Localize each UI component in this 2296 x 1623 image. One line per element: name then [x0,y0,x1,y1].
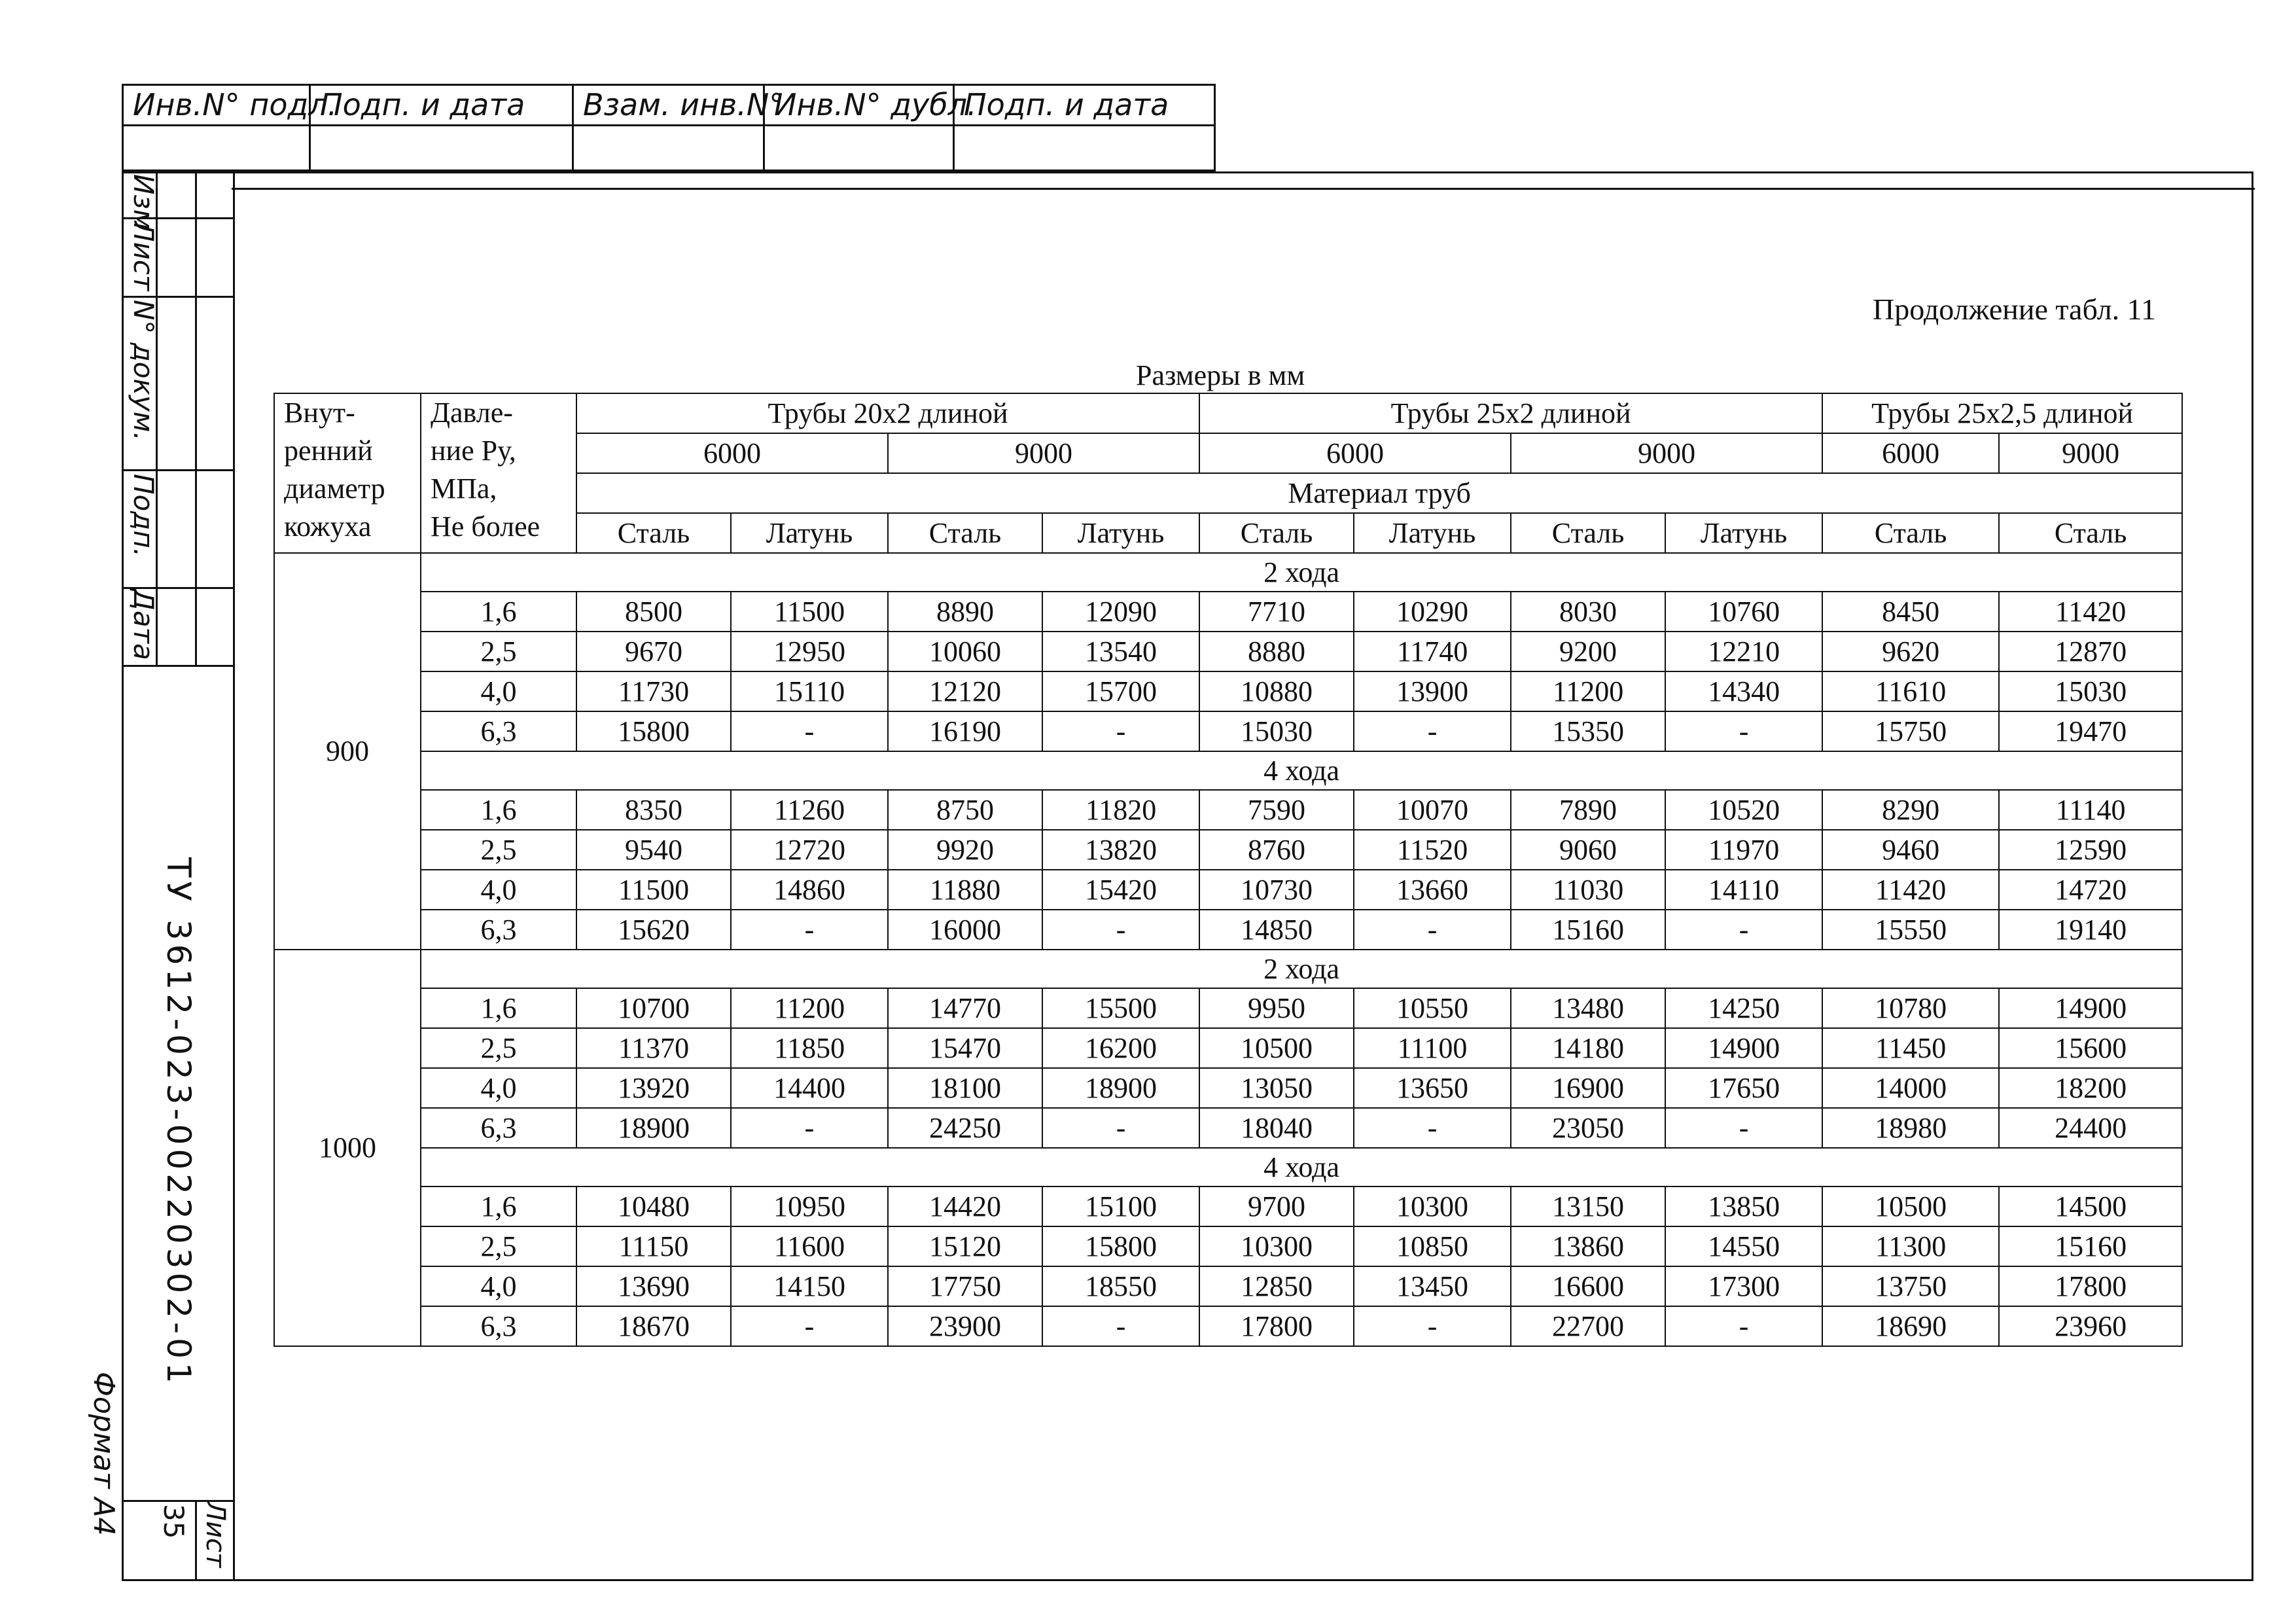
mass-value: 11970 [1665,830,1822,870]
header-material: Материал труб [576,473,2182,513]
mass-value: 12950 [731,632,888,671]
header-material-type: Латунь [1354,513,1511,553]
mass-value: 15160 [1511,910,1665,950]
stamp-inv-dubl: Инв.N° дубл. [765,86,955,126]
stamp-top [122,84,1216,171]
table-row [274,1186,2182,1226]
pressure-value: 4,0 [421,1266,576,1306]
mass-value: - [731,910,888,950]
mass-value: 11150 [576,1226,731,1266]
mass-value: 10290 [1354,592,1511,632]
mass-value: 15800 [1042,1226,1199,1266]
units-caption: Размеры в мм [1136,359,1305,391]
passes-section-title: 4 хода [421,751,2182,790]
mass-value: 11200 [731,988,888,1028]
table-row [274,830,2182,870]
mass-value: 19140 [1999,910,2182,950]
mass-value: 13150 [1511,1186,1665,1226]
mass-value: 14000 [1822,1068,1999,1108]
mass-value: - [1042,711,1199,751]
mass-value: 8890 [888,592,1042,632]
mass-value: 14340 [1665,671,1822,711]
header-length: 9000 [1999,433,2182,473]
passes-section-title: 4 хода [421,1148,2182,1186]
stamp-cell [765,126,955,169]
mass-value: 11100 [1354,1028,1511,1068]
mass-value: 10880 [1199,671,1354,711]
mass-value: - [1665,711,1822,751]
section-row [274,1148,2182,1186]
mass-value: 15550 [1822,910,1999,950]
table-row [274,910,2182,950]
mass-value: 13920 [576,1068,731,1108]
mass-value: 18670 [576,1306,731,1346]
mass-value: 10520 [1665,790,1822,830]
mass-value: 13480 [1511,988,1665,1028]
header-length: 6000 [1199,433,1511,473]
table-row [274,1266,2182,1306]
header-row [274,393,2182,433]
mass-value: - [1354,910,1511,950]
stamp-cell [574,126,765,169]
mass-value: 15420 [1042,870,1199,910]
mass-value: 10070 [1354,790,1511,830]
table-row [274,1226,2182,1266]
mass-value: 12720 [731,830,888,870]
mass-value: - [1665,1306,1822,1346]
pressure-value: 4,0 [421,870,576,910]
stamp-cell [311,126,574,169]
table-row [274,632,2182,671]
mass-value: - [1354,1108,1511,1148]
format-label: Формат А4 [87,1372,120,1536]
mass-value: 9700 [1199,1186,1354,1226]
table-row [274,1068,2182,1108]
header-inner-diameter: Внут- ренний диаметр кожуха [274,393,421,553]
mass-value: 11500 [576,870,731,910]
mass-value: - [731,1306,888,1346]
mass-value: 18690 [1822,1306,1999,1346]
header-material-type: Латунь [1042,513,1199,553]
mass-value: 15120 [888,1226,1042,1266]
mass-value: 12850 [1199,1266,1354,1306]
mass-value: 15500 [1042,988,1199,1028]
table-row [274,790,2182,830]
mass-value: 16190 [888,711,1042,751]
mass-value: 18040 [1199,1108,1354,1148]
mass-value: 13050 [1199,1068,1354,1108]
mass-value: 14900 [1665,1028,1822,1068]
header-tubes-25x2: Трубы 25х2 длиной [1199,393,1822,433]
mass-value: 10780 [1822,988,1999,1028]
header-pressure: Давле- ние Ру, МПа, Не более [421,393,576,553]
stamp-vzam-inv: Взам. инв.N° [574,86,765,126]
mass-value: 19470 [1999,711,2182,751]
mass-value: 13750 [1822,1266,1999,1306]
mass-value: 7890 [1511,790,1665,830]
mass-value: 9060 [1511,830,1665,870]
mass-value: 10550 [1354,988,1511,1028]
mass-value: 15600 [1999,1028,2182,1068]
mass-value: 24400 [1999,1108,2182,1148]
passes-section-title: 2 хода [421,553,2182,592]
mass-value: 10500 [1822,1186,1999,1226]
mass-value: 14400 [731,1068,888,1108]
mass-value: 11610 [1822,671,1999,711]
mass-value: 10300 [1199,1226,1354,1266]
mass-value: 14180 [1511,1028,1665,1068]
mass-value: 12120 [888,671,1042,711]
mass-value: 16000 [888,910,1042,950]
mass-value: 14860 [731,870,888,910]
mass-value: 9200 [1511,632,1665,671]
mass-value: 12210 [1665,632,1822,671]
frame-top-line [232,188,2255,190]
mass-value: 11030 [1511,870,1665,910]
mass-value: 11140 [1999,790,2182,830]
mass-value: 13540 [1042,632,1199,671]
mass-value: 17800 [1199,1306,1354,1346]
header-material-type: Сталь [1822,513,1999,553]
mass-value: 10300 [1354,1186,1511,1226]
inner-diameter-value: 900 [274,553,421,950]
table-row [274,592,2182,632]
stamp-inv-podl: Инв.N° подл. [124,86,311,126]
mass-value: 14150 [731,1266,888,1306]
mass-value: 15800 [576,711,731,751]
section-row [274,553,2182,592]
mass-value: 11500 [731,592,888,632]
mass-value: 10760 [1665,592,1822,632]
mass-value: 10730 [1199,870,1354,910]
mass-value: 12870 [1999,632,2182,671]
mass-value: - [1042,1108,1199,1148]
table-row [274,1306,2182,1346]
mass-value: 13850 [1665,1186,1822,1226]
table-row [274,671,2182,711]
pressure-value: 1,6 [421,1186,576,1226]
header-length: 6000 [576,433,888,473]
mass-value: 15100 [1042,1186,1199,1226]
mass-value: 14900 [1999,988,2182,1028]
mass-value: 15030 [1999,671,2182,711]
table-continuation-caption: Продолжение табл. 11 [1873,293,2156,326]
mass-value: 17650 [1665,1068,1822,1108]
mass-value: 15750 [1822,711,1999,751]
mass-value: 23900 [888,1306,1042,1346]
pressure-value: 6,3 [421,711,576,751]
header-material-type: Сталь [576,513,731,553]
mass-value: 18900 [1042,1068,1199,1108]
stamp-cell [955,126,1214,169]
inner-diameter-value: 1000 [274,950,421,1346]
mass-value: 9540 [576,830,731,870]
mass-value: 14500 [1999,1186,2182,1226]
mass-value: 13450 [1354,1266,1511,1306]
header-material-type: Сталь [1199,513,1354,553]
mass-value: 13650 [1354,1068,1511,1108]
header-material-type: Сталь [888,513,1042,553]
mass-value: 8760 [1199,830,1354,870]
section-row [274,950,2182,988]
header-material-type: Латунь [1665,513,1822,553]
mass-value: 9670 [576,632,731,671]
frame-left-line [233,171,235,1581]
mass-value: 11880 [888,870,1042,910]
mass-value: 11200 [1511,671,1665,711]
pressure-value: 2,5 [421,1226,576,1266]
mass-value: 17800 [1999,1266,2182,1306]
mass-value: 14850 [1199,910,1354,950]
pressure-value: 4,0 [421,1068,576,1108]
table-row [274,1028,2182,1068]
mass-value: 11740 [1354,632,1511,671]
mass-value: 10500 [1199,1028,1354,1068]
mass-value: - [731,1108,888,1148]
mass-value: 11730 [576,671,731,711]
pressure-value: 1,6 [421,988,576,1028]
mass-value: 11420 [1822,870,1999,910]
mass-value: 23960 [1999,1306,2182,1346]
mass-value: 10480 [576,1186,731,1226]
mass-value: 9620 [1822,632,1999,671]
passes-section-title: 2 хода [421,950,2182,988]
mass-value: 8350 [576,790,731,830]
mass-value: 9460 [1822,830,1999,870]
mass-value: 8030 [1511,592,1665,632]
mass-value: 13660 [1354,870,1511,910]
mass-value: 17750 [888,1266,1042,1306]
mass-value: 18980 [1822,1108,1999,1148]
table-row [274,1108,2182,1148]
pressure-value: 1,6 [421,592,576,632]
pressure-value: 6,3 [421,910,576,950]
sheet-label: Лист [200,1501,230,1568]
mass-value: 14250 [1665,988,1822,1028]
header-length: 9000 [888,433,1199,473]
mass-value: 14720 [1999,870,2182,910]
mass-value: 22700 [1511,1306,1665,1346]
mass-value: 15110 [731,671,888,711]
table-row [274,988,2182,1028]
mass-value: 14420 [888,1186,1042,1226]
mass-value: 11450 [1822,1028,1999,1068]
mass-value: 11520 [1354,830,1511,870]
mass-value: 7590 [1199,790,1354,830]
pressure-value: 2,5 [421,830,576,870]
dimensions-table [274,393,2183,1347]
header-material-type: Сталь [1999,513,2182,553]
mass-value: 17300 [1665,1266,1822,1306]
header-length: 9000 [1511,433,1822,473]
mass-value: 8290 [1822,790,1999,830]
pressure-value: 1,6 [421,790,576,830]
sheet-number: 35 [158,1504,190,1539]
header-length: 6000 [1822,433,1999,473]
mass-value: 11850 [731,1028,888,1068]
mass-value: 13900 [1354,671,1511,711]
mass-value: 11600 [731,1226,888,1266]
section-row [274,751,2182,790]
header-tubes-20x2: Трубы 20х2 длиной [576,393,1199,433]
mass-value: 11370 [576,1028,731,1068]
mass-value: - [1354,1306,1511,1346]
mass-value: 10950 [731,1186,888,1226]
mass-value: 10850 [1354,1226,1511,1266]
mass-value: - [1665,1108,1822,1148]
stamp-cell [124,126,311,169]
mass-value: 12090 [1042,592,1199,632]
mass-value: 15700 [1042,671,1199,711]
mass-value: 12590 [1999,830,2182,870]
mass-value: 16600 [1511,1266,1665,1306]
mass-value: 15620 [576,910,731,950]
table-row [274,870,2182,910]
pressure-value: 2,5 [421,1028,576,1068]
mass-value: 13820 [1042,830,1199,870]
mass-value: 15030 [1199,711,1354,751]
mass-value: 14770 [888,988,1042,1028]
mass-value: - [731,711,888,751]
mass-value: - [1665,910,1822,950]
mass-value: 18100 [888,1068,1042,1108]
stamp-podp-data-1: Подп. и дата [311,86,574,126]
stamp-podp-data-2: Подп. и дата [955,86,1214,126]
pressure-value: 6,3 [421,1306,576,1346]
document-code: ТУ 3612-023-00220302-01 [160,857,198,1387]
pressure-value: 2,5 [421,632,576,671]
mass-value: 8450 [1822,592,1999,632]
pressure-value: 6,3 [421,1108,576,1148]
mass-value: 11300 [1822,1226,1999,1266]
mass-value: 11820 [1042,790,1199,830]
mass-value: 13690 [576,1266,731,1306]
mass-value: 13860 [1511,1226,1665,1266]
mass-value: 8880 [1199,632,1354,671]
mass-value: - [1042,1306,1199,1346]
mass-value: 15350 [1511,711,1665,751]
mass-value: 8500 [576,592,731,632]
side-podp-label: Подп. [128,474,160,558]
side-data-label: Дата [128,589,160,660]
mass-value: 11420 [1999,592,2182,632]
mass-value: 9950 [1199,988,1354,1028]
header-material-type: Сталь [1511,513,1665,553]
side-izm-label: Изм [128,174,160,230]
header-material-type: Латунь [731,513,888,553]
mass-value: - [1042,910,1199,950]
mass-value: 16900 [1511,1068,1665,1108]
mass-value: 14550 [1665,1226,1822,1266]
mass-value: 8750 [888,790,1042,830]
mass-value: 18200 [1999,1068,2182,1108]
mass-value: 10060 [888,632,1042,671]
mass-value: 14110 [1665,870,1822,910]
pressure-value: 4,0 [421,671,576,711]
table-row [274,711,2182,751]
mass-value: 23050 [1511,1108,1665,1148]
mass-value: 15160 [1999,1226,2182,1266]
mass-value: - [1354,711,1511,751]
header-tubes-25x2-5: Трубы 25х2,5 длиной [1822,393,2182,433]
side-list-label: Лист [128,221,160,291]
mass-value: 16200 [1042,1028,1199,1068]
mass-value: 24250 [888,1108,1042,1148]
mass-value: 7710 [1199,592,1354,632]
mass-value: 10700 [576,988,731,1028]
mass-value: 18900 [576,1108,731,1148]
mass-value: 18550 [1042,1266,1199,1306]
mass-value: 11260 [731,790,888,830]
mass-value: 15470 [888,1028,1042,1068]
mass-value: 9920 [888,830,1042,870]
side-ndokum-label: N° докум. [128,300,160,441]
